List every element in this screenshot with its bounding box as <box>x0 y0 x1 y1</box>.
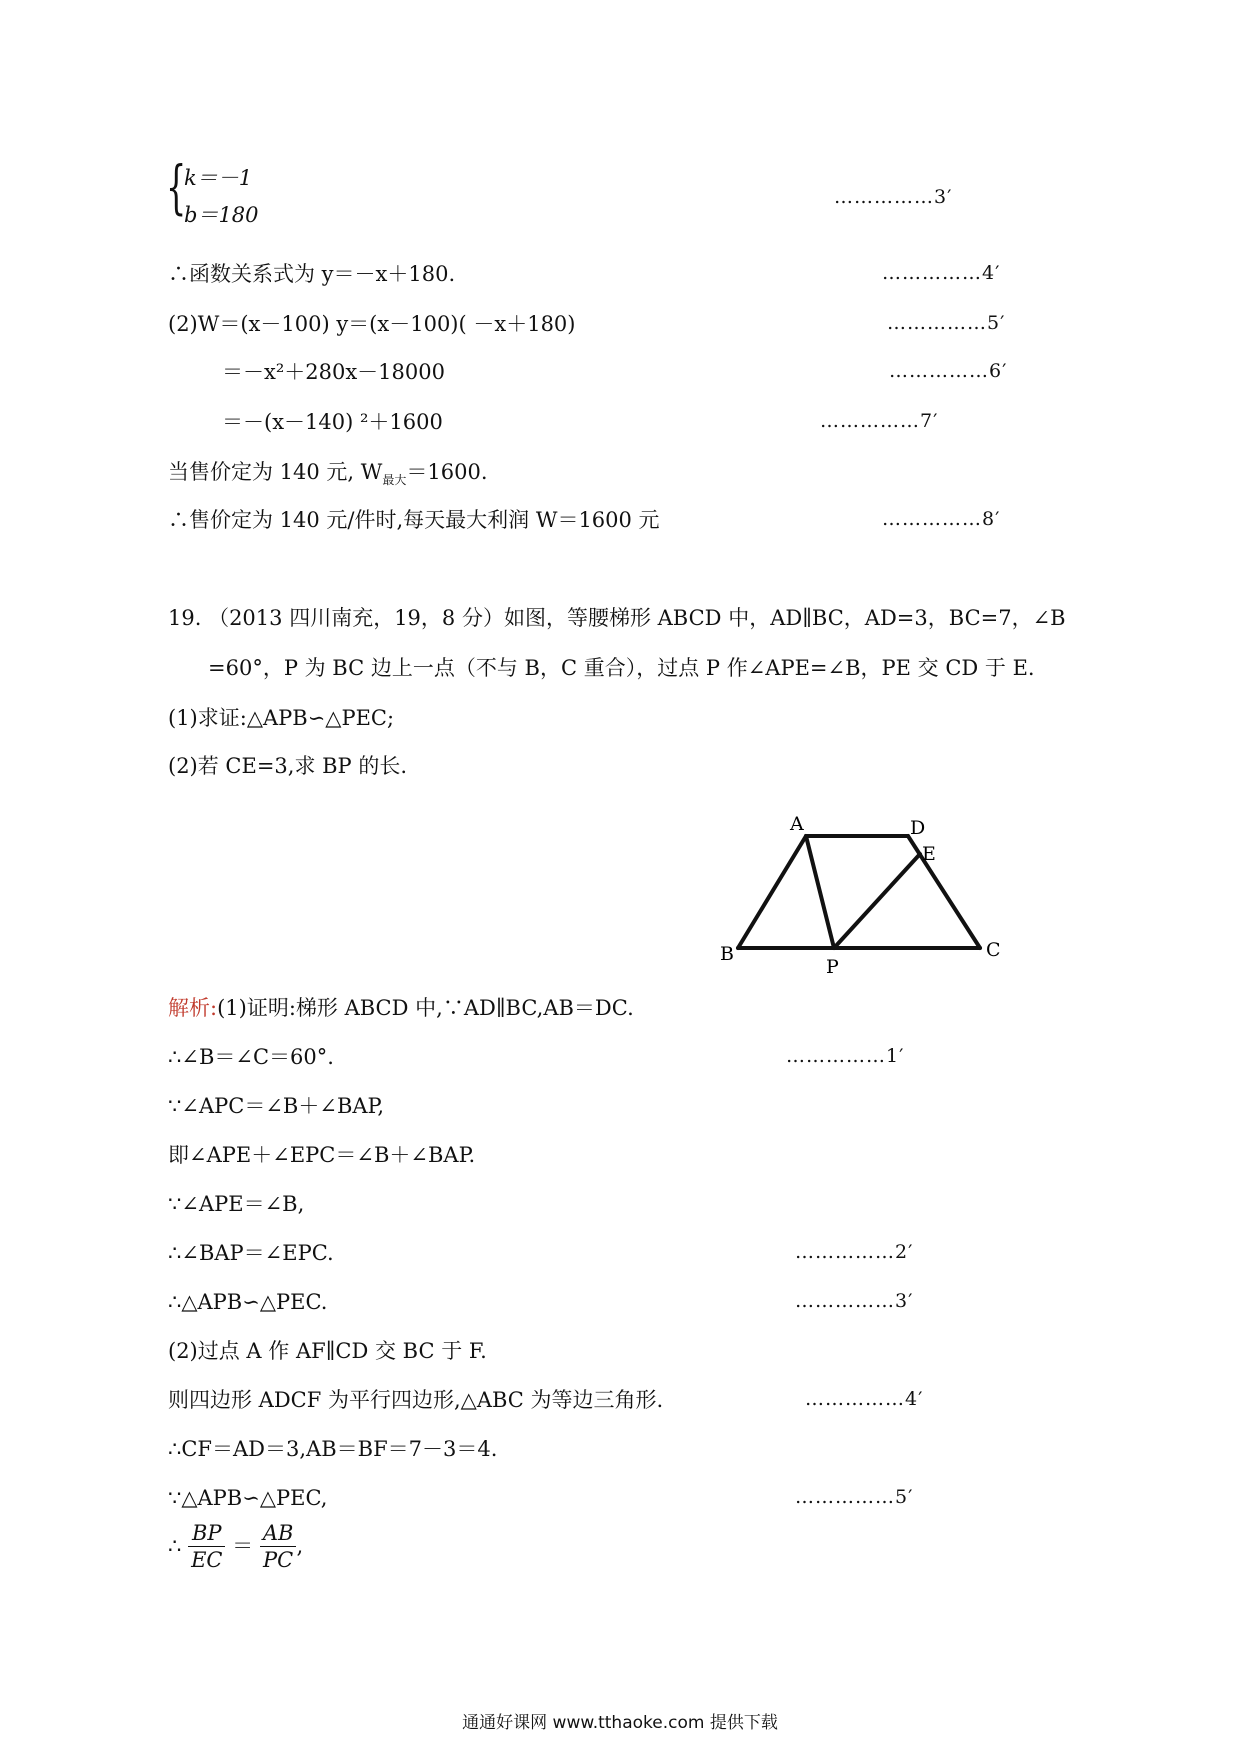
score-mark-3-top: ……………3′ <box>834 186 953 208</box>
analysis-line-6: ∴∠BAP＝∠EPC. <box>168 1241 334 1265</box>
w-line-3: ＝－(x－140) ²＋1600 <box>222 410 443 434</box>
analysis-line-1-text: (1)证明:梯形 ABCD 中,∵AD∥BC,AB＝DC. <box>217 996 634 1020</box>
analysis-line-7: ∴△APB∽△PEC. <box>168 1290 328 1314</box>
ratio-equals: ＝ <box>232 1534 254 1559</box>
label-D: D <box>910 817 926 839</box>
ratio-suffix: , <box>296 1534 304 1559</box>
fraction-bp-ec <box>188 1520 225 1574</box>
analysis-line-2: ∴∠B＝∠C＝60°. <box>168 1045 334 1069</box>
score-mark-4: ……………4′ <box>805 1388 924 1410</box>
problem-19-line-2: =60°，P 为 BC 边上一点（不与 B，C 重合），过点 P 作∠APE=∠B，PE 交 CD 于 E. <box>208 656 1035 680</box>
function-line: ∴函数关系式为 y＝－x＋180. <box>168 262 456 286</box>
analysis-tag: 解析: <box>168 996 218 1020</box>
label-P: P <box>826 956 839 978</box>
fraction-1-denominator: EC <box>191 1548 223 1573</box>
score-mark-3: ……………3′ <box>795 1290 914 1312</box>
score-mark-4-top: ……………4′ <box>882 262 1001 284</box>
analysis-line-8: (2)过点 A 作 AF∥CD 交 BC 于 F. <box>168 1339 487 1363</box>
analysis-line-10: ∴CF＝AD＝3,AB＝BF＝7－3＝4. <box>168 1437 498 1461</box>
analysis-line-3: ∵∠APC＝∠B＋∠BAP, <box>168 1094 385 1118</box>
score-mark-5-top: ……………5′ <box>887 312 1006 334</box>
analysis-line-9: 则四边形 ADCF 为平行四边形,△ABC 为等边三角形. <box>168 1388 664 1412</box>
score-mark-5: ……………5′ <box>795 1486 914 1508</box>
problem-19-line-1: 19. （2013 四川南充，19，8 分）如图，等腰梯形 ABCD 中，AD∥BC，AD=3，BC=7，∠B <box>168 606 1066 630</box>
ratio-prefix: ∴ <box>168 1534 182 1559</box>
score-mark-8-top: ……………8′ <box>882 508 1001 530</box>
analysis-line-11: ∵△APB∽△PEC, <box>168 1486 328 1510</box>
analysis-line-1 <box>168 996 634 1021</box>
problem-19-question-1: (1)求证:△APB∽△PEC; <box>168 706 395 730</box>
score-mark-6-top: ……………6′ <box>889 360 1008 382</box>
label-C: C <box>986 939 1001 961</box>
w-line-2: ＝－x²＋280x－18000 <box>222 360 445 384</box>
trapezoid-figure <box>720 808 1020 988</box>
segment-AB <box>738 836 806 948</box>
segment-PE <box>834 854 920 948</box>
max-line-prefix: 当售价定为 140 元, W <box>168 460 383 484</box>
max-subscript: 最大 <box>382 473 407 488</box>
system-line-1: k＝－1 <box>184 166 253 190</box>
ratio-line <box>168 1520 303 1574</box>
w-line-1: (2)W＝(x－100) y＝(x－100)( －x＋180) <box>168 312 576 336</box>
label-E: E <box>922 843 936 865</box>
system-line-2: b＝180 <box>184 203 259 227</box>
score-mark-2: ……………2′ <box>795 1241 914 1263</box>
system-brace: { <box>166 153 187 221</box>
fraction-2-denominator: PC <box>263 1548 294 1573</box>
label-A: A <box>790 813 804 835</box>
fraction-ab-pc <box>260 1520 297 1574</box>
footer-credit: 通通好课网 www.tthaoke.com 提供下载 <box>462 1713 778 1733</box>
score-mark-1: ……………1′ <box>786 1045 905 1067</box>
analysis-line-5: ∵∠APE＝∠B, <box>168 1192 305 1216</box>
max-profit-line <box>168 460 488 488</box>
fraction-2-numerator: AB <box>260 1520 297 1547</box>
label-B: B <box>720 943 734 965</box>
score-mark-7-top: ……………7′ <box>820 410 939 432</box>
max-line-suffix: ＝1600. <box>406 460 488 484</box>
conclusion-line: ∴售价定为 140 元/件时,每天最大利润 W＝1600 元 <box>168 508 660 532</box>
problem-19-question-2: (2)若 CE=3,求 BP 的长. <box>168 754 408 778</box>
fraction-1-numerator: BP <box>188 1520 225 1547</box>
analysis-line-4: 即∠APE＋∠EPC＝∠B＋∠BAP. <box>168 1143 476 1167</box>
segment-AP <box>806 836 834 948</box>
